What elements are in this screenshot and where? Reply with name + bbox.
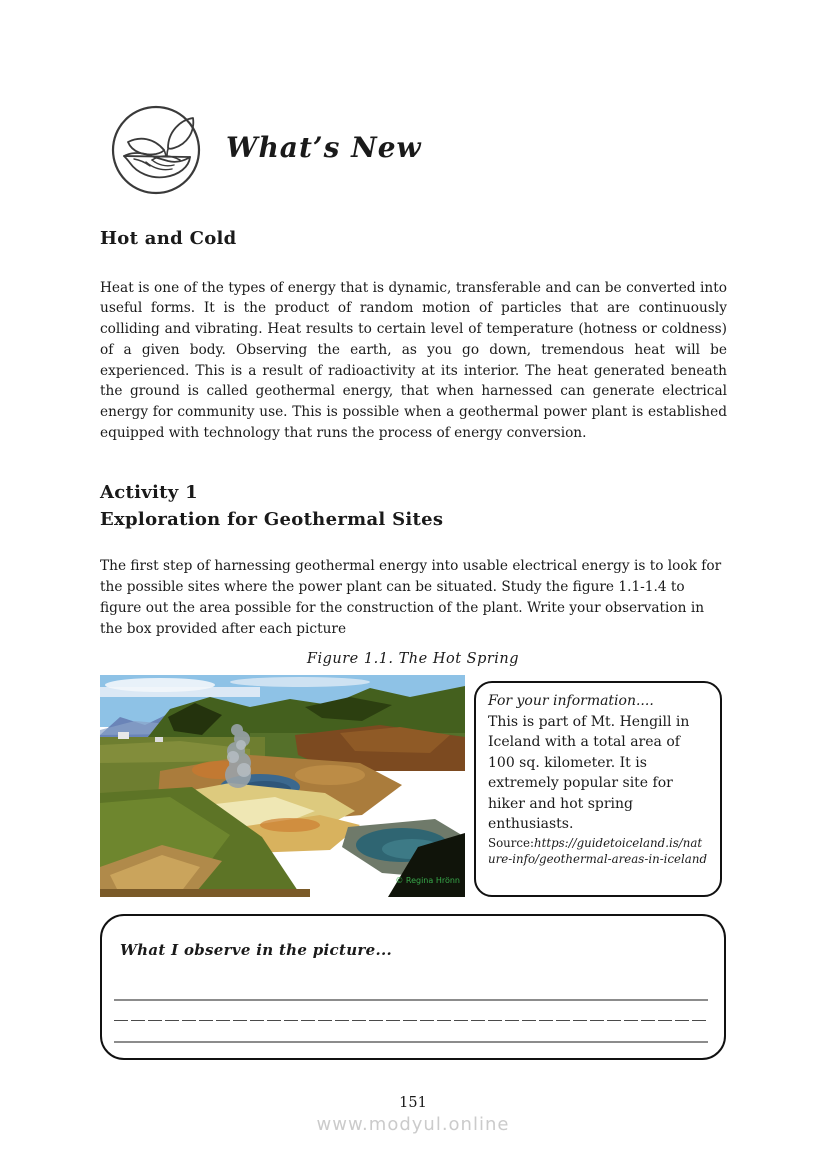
info-box-source — [488, 835, 709, 868]
hand-holding-plant-icon — [110, 104, 202, 196]
activity-number: Activity 1 — [100, 482, 198, 503]
activity-title: Exploration for Geothermal Sites — [100, 509, 444, 530]
activity-instructions: The first step of harnessing geothermal energy into usable electrical energy is to look for the possible sites where the power plant can be situated. Study the figure 1.1-1.4 to figure out the area possible for the construction of the plant. Write your observation in the box provided after each picture — [100, 557, 722, 637]
image-credit: © Regina Hrönn — [395, 876, 460, 885]
answer-line-1 — [114, 999, 708, 1001]
source-url: https://guidetoiceland.is/nature-info/geothermal-areas-in-iceland — [488, 835, 707, 866]
observation-box — [100, 914, 726, 1060]
info-box-body: This is part of Mt. Hengill in Iceland with a total area of 100 sq. kilometer. It is extremely popular site for hiker and hot spring enthusiasts. — [488, 713, 690, 832]
observation-box-title: What I observe in the picture... — [120, 941, 393, 959]
answer-line-3 — [114, 1041, 708, 1043]
site-watermark: www.modyul.online — [316, 1114, 510, 1135]
section-body-paragraph: Heat is one of the types of energy that is dynamic, transferable and can be converted into useful forms. It is the product of random motion of particles that are continuously colliding and vibrating. Heat results to certain level of temperature (hotness or coldness) of a given body. Observing the earth, as you go down, tremendous heat will be experienced. This is a result of radioactivity at its interior. The heat generated beneath the ground is called geothermal energy, that when harnessed can generate electrical energy for community use. This is possible when a geothermal power plant is established equipped with technology that runs the process of energy conversion. — [100, 279, 727, 441]
section-heading-hot-and-cold: Hot and Cold — [100, 228, 237, 249]
source-label: Source: — [488, 835, 534, 850]
activity-heading — [100, 479, 443, 533]
page-title: What’s New — [226, 131, 422, 164]
hot-spring-image — [100, 675, 465, 897]
page-number: 151 — [399, 1095, 427, 1111]
answer-line-2 — [114, 1020, 708, 1021]
info-box-title: For your information.... — [488, 693, 654, 709]
info-box — [474, 681, 722, 897]
figure-caption: Figure 1.1. The Hot Spring — [306, 651, 520, 667]
